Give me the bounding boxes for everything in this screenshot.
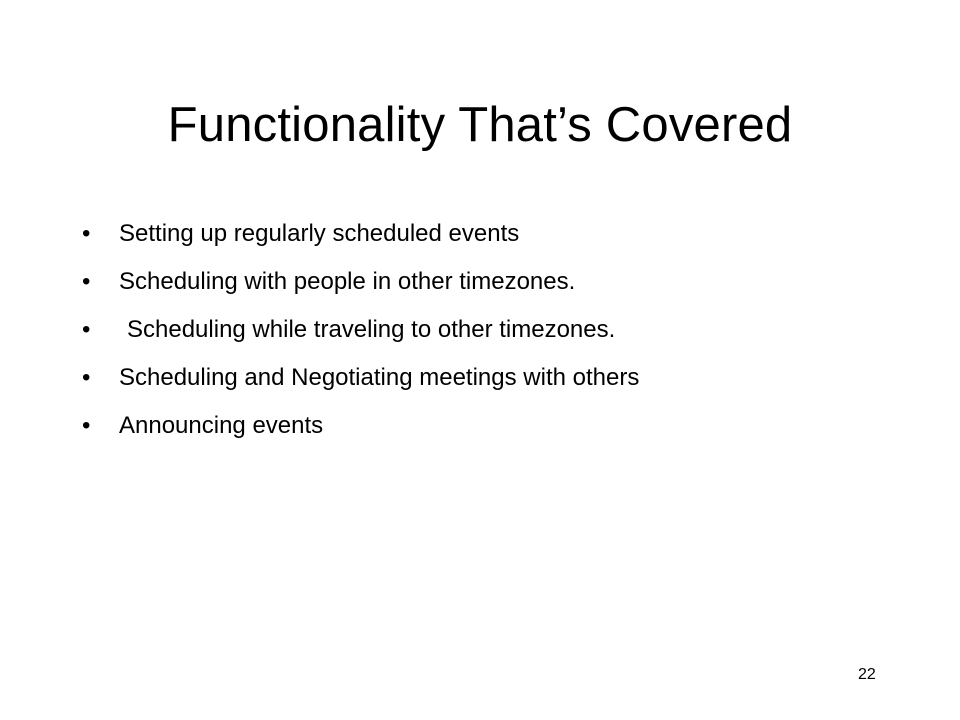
bullet-icon: •	[82, 316, 91, 343]
bullet-icon: •	[82, 412, 91, 439]
slide-title: Functionality That’s Covered	[167, 98, 793, 152]
bullet-text: Scheduling with people in other timezones.	[119, 268, 576, 295]
bullet-icon: •	[82, 220, 91, 247]
bullet-text: Scheduling while traveling to other timezones.	[127, 316, 616, 343]
bullet-text: Scheduling and Negotiating meetings with others	[119, 364, 640, 391]
bullet-icon: •	[82, 364, 91, 391]
bullet-text: Announcing events	[119, 412, 324, 439]
bullet-icon: •	[82, 268, 91, 295]
page-number: 22	[858, 666, 876, 683]
bullet-text: Setting up regularly scheduled events	[119, 220, 520, 247]
